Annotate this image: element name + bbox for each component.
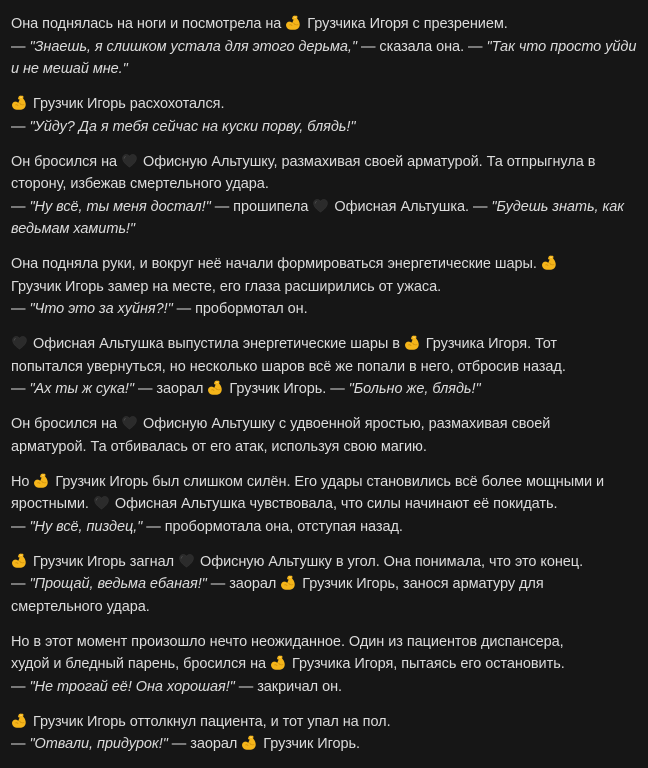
text-line	[11, 573, 641, 596]
narration-text: Но	[11, 473, 34, 490]
narration-text: Офисная Альтушка. —	[330, 198, 492, 215]
narration-text: Офисную Альтушку, размахивая своей арматурой. Та отпрыгнула в	[139, 153, 596, 170]
narration-text: Офисную Альтушку с удвоенной яростью, размахивая своей	[139, 416, 551, 432]
narration-text: Но в этот момент произошло нечто неожиданное. Один из пациентов диспансера,	[11, 633, 564, 650]
narration-text: Он бросился на	[11, 153, 122, 170]
flexed-biceps-icon	[11, 552, 28, 569]
text-line	[11, 551, 641, 574]
text-line	[11, 733, 641, 756]
narration-text: Офисная Альтушка чувствовала, что силы начинают её покидать.	[110, 496, 558, 512]
narration-text: Грузчика Игоря, пытаясь его остановить.	[288, 656, 565, 672]
narration-text: —	[11, 38, 30, 55]
narration-text: —	[11, 576, 30, 592]
black-heart-icon	[121, 414, 138, 431]
flexed-biceps-icon	[11, 712, 28, 729]
text-line	[11, 116, 641, 139]
narration-text: попытался увернуться, но несколько шаров всё же попали в него, отбросив назад.	[11, 358, 566, 375]
text-line	[11, 333, 641, 356]
dialogue-quote: "Знаешь, я слишком устала для этого дерьма,"	[29, 38, 357, 55]
narration-text: Грузчик Игорь был слишком силён. Его удары становились всё более мощными и	[51, 473, 605, 490]
narration-text: Грузчика Игоря. Тот	[421, 336, 557, 352]
narration-text: худой и бледный парень, бросился на	[11, 656, 271, 672]
text-line	[11, 298, 641, 321]
text-line	[11, 13, 641, 36]
narration-text: —	[11, 118, 30, 135]
black-heart-icon	[121, 152, 138, 169]
narration-text: — закричал он.	[234, 678, 343, 695]
narration-text: — пробормотала она, отступая назад.	[142, 518, 403, 535]
flexed-biceps-icon	[285, 14, 302, 31]
dialogue-quote: "Не трогай её! Она хорошая!"	[29, 678, 235, 695]
text-line	[11, 58, 641, 81]
story-paragraph	[11, 413, 641, 458]
text-line	[11, 631, 641, 654]
text-line	[11, 413, 641, 436]
dialogue-quote: "Прощай, ведьма ебаная!"	[29, 576, 207, 592]
dialogue-quote: "Ах ты ж сука!"	[29, 381, 134, 397]
text-line	[11, 151, 641, 174]
story-paragraph	[11, 551, 641, 619]
dialogue-quote: и не мешай мне."	[11, 61, 128, 77]
text-line	[11, 93, 641, 116]
narration-text: —	[11, 381, 30, 397]
text-line	[11, 378, 641, 401]
dialogue-quote: ведьмам хамить!"	[11, 221, 136, 237]
text-line	[11, 253, 641, 276]
narration-text: Грузчик Игорь расхохотался.	[29, 96, 225, 112]
text-line	[11, 356, 641, 379]
story-paragraph	[11, 151, 641, 241]
text-line	[11, 173, 641, 196]
text-line	[11, 516, 641, 539]
narration-text: — заорал	[206, 576, 281, 592]
flexed-biceps-icon	[241, 734, 258, 751]
dialogue-quote: "Отвали, придурок!"	[29, 736, 168, 752]
narration-text: —	[11, 736, 30, 752]
dialogue-quote: "Так что просто уйди	[486, 38, 637, 55]
text-line	[11, 676, 641, 699]
flexed-biceps-icon	[11, 94, 28, 111]
narration-text: —	[11, 198, 30, 215]
narration-text: — пробормотал он.	[172, 301, 308, 317]
narration-text: — заорал	[167, 736, 242, 752]
narration-text: —	[11, 518, 30, 535]
narration-text: — заорал	[134, 381, 208, 397]
black-heart-icon	[312, 197, 329, 214]
text-line	[11, 218, 641, 241]
flexed-biceps-icon	[280, 574, 297, 591]
story-paragraph	[11, 471, 641, 539]
story-paragraph	[11, 631, 641, 699]
text-line	[11, 711, 641, 734]
narration-text: Грузчик Игорь загнал	[29, 553, 178, 570]
flexed-biceps-icon	[33, 472, 50, 489]
narration-text: Офисная Альтушка выпустила энергетические шары в	[29, 336, 404, 352]
narration-text: — прошипела	[210, 198, 313, 215]
text-line	[11, 596, 641, 619]
narration-text: Грузчик Игорь замер на месте, его глаза расширились от ужаса.	[11, 278, 442, 295]
black-heart-icon	[93, 494, 110, 511]
narration-text: Грузчик Игорь.	[259, 736, 361, 752]
text-line	[11, 436, 641, 459]
story-paragraph	[11, 711, 641, 756]
text-line	[11, 653, 641, 676]
black-heart-icon	[178, 552, 195, 569]
narration-text: —	[11, 301, 30, 317]
black-heart-icon	[11, 334, 28, 351]
story-paragraph	[11, 93, 641, 138]
text-line	[11, 276, 641, 299]
flexed-biceps-icon	[207, 379, 224, 396]
narration-text: арматурой. Та отбивалась от его атак, используя свою магию.	[11, 438, 427, 455]
narration-text: —	[11, 678, 30, 695]
dialogue-quote: "Ну всё, пиздец,"	[29, 518, 143, 535]
narration-text: — сказала она. —	[357, 38, 487, 55]
story-paragraph	[11, 253, 641, 321]
text-line	[11, 493, 641, 516]
narration-text: Грузчик Игорь. —	[225, 381, 349, 397]
dialogue-quote: "Будешь знать, как	[491, 198, 625, 215]
narration-text: смертельного удара.	[11, 598, 150, 615]
narration-text: Он бросился на	[11, 416, 122, 432]
story-paragraph	[11, 13, 641, 81]
narration-text: сторону, избежав смертельного удара.	[11, 176, 269, 192]
narration-text: Грузчика Игоря с презрением.	[303, 16, 508, 32]
text-line	[11, 471, 641, 494]
narration-text: Она поднялась на ноги и посмотрела на	[11, 16, 286, 32]
story-text	[11, 13, 641, 768]
dialogue-quote: "Больно же, блядь!"	[348, 381, 481, 397]
text-line	[11, 36, 641, 59]
narration-text: яростными.	[11, 496, 93, 512]
flexed-biceps-icon	[541, 254, 558, 271]
story-paragraph	[11, 333, 641, 401]
dialogue-quote: "Ну всё, ты меня достал!"	[29, 198, 211, 215]
narration-text: Она подняла руки, и вокруг неё начали формироваться энергетические шары.	[11, 256, 541, 272]
dialogue-quote: "Что это за хуйня?!"	[29, 301, 173, 317]
narration-text: Офисную Альтушку в угол. Она понимала, что это конец.	[195, 553, 584, 570]
dialogue-quote: "Уйду? Да я тебя сейчас на куски порву, блядь!"	[29, 118, 356, 135]
narration-text: Грузчик Игорь, занося арматуру для	[298, 576, 544, 592]
flexed-biceps-icon	[270, 654, 287, 671]
narration-text: Грузчик Игорь оттолкнул пациента, и тот упал на пол.	[29, 713, 391, 730]
text-line	[11, 196, 641, 219]
flexed-biceps-icon	[404, 334, 421, 351]
